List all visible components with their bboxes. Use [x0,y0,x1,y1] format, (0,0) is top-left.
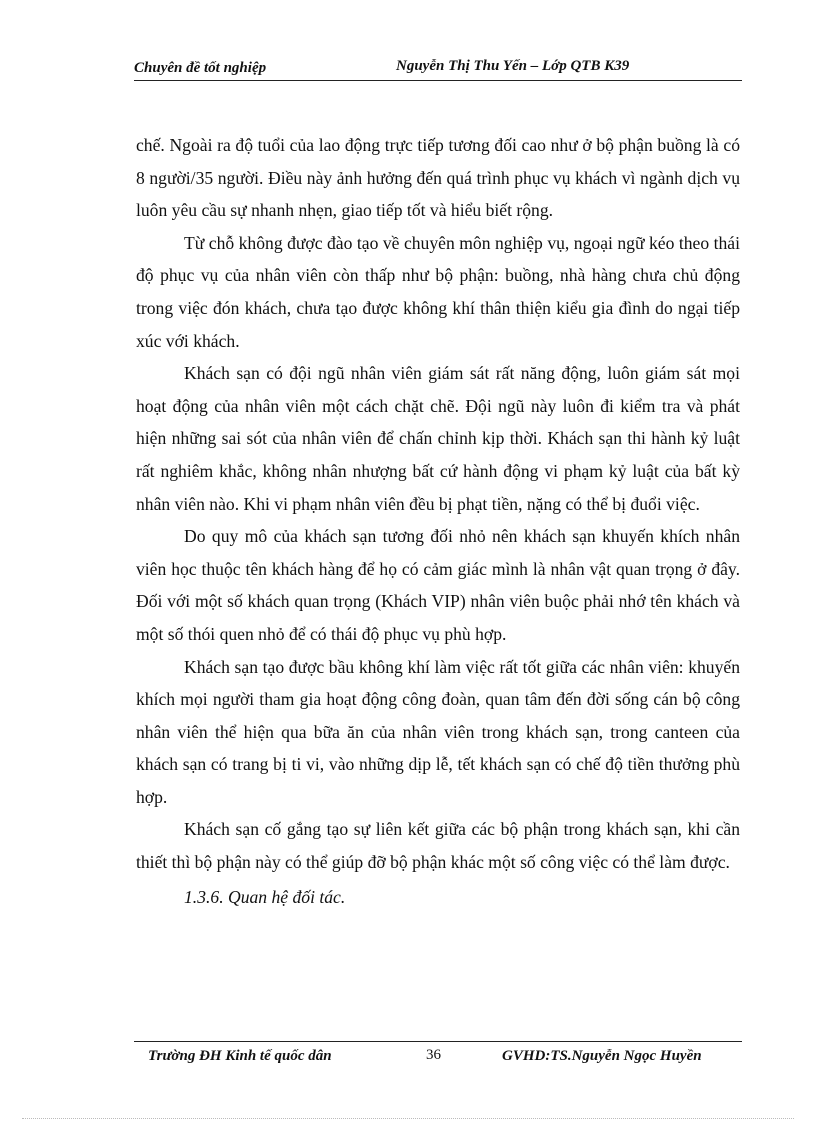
footer-left-text: Trường ĐH Kinh tế quốc dân [148,1048,332,1064]
header-left-text: Chuyên đề tốt nghiệp [134,60,267,76]
header-right-text: Nguyễn Thị Thu Yến – Lớp QTB K39 [396,58,630,74]
paragraph: Do quy mô của khách sạn tương đối nhỏ nên khách sạn khuyến khích nhân viên học thuộc tên khách hàng để họ có cảm giác mình là nhân vật quan trọng ở đây. Đối với một số khách quan trọng (Khách VIP) nhân viên buộc phải nhớ tên khách và một số thói quen nhỏ để có thái độ phục vụ phù hợp. [136,526,740,644]
page-header [134,58,742,81]
paragraph: Từ chỗ không được đào tạo về chuyên môn nghiệp vụ, ngoại ngữ kéo theo thái độ phục vụ của nhân viên còn thấp như bộ phận: buồng, nhà hàng chưa chủ động trong việc đón khách, chưa tạo được không khí thân thiện kiểu gia đình do ngại tiếp xúc với khách. [136,232,740,351]
paragraph: Khách sạn cố gắng tạo sự liên kết giữa các bộ phận trong khách sạn, khi cần thiết thì bộ phận này có thể giúp đỡ bộ phận khác một số công việc có thể làm được. [136,819,740,873]
body-text [136,129,740,913]
page-number: 36 [426,1047,441,1063]
section-heading: 1.3.6. Quan hệ đối tác. [184,886,346,907]
page-footer [134,1041,742,1070]
page-bottom-divider [22,1118,794,1119]
paragraph: Khách sạn tạo được bầu không khí làm việc rất tốt giữa các nhân viên: khuyến khích mọi người tham gia hoạt động công đoàn, quan tâm đến đời sống cán bộ công nhân viên thể hiện qua bữa ăn của nhân viên trong khách sạn, trong canteen của khách sạn có trang bị ti vi, vào những dịp lễ, tết khách sạn có chế độ tiền thưởng phù hợp. [136,656,740,807]
footer-right-text: GVHD:TS.Nguyễn Ngọc Huyền [502,1048,702,1064]
paragraph: Khách sạn có đội ngũ nhân viên giám sát rất năng động, luôn giám sát mọi hoạt động của nhân viên một cách chặt chẽ. Đội ngũ này luôn đi kiểm tra và phát hiện những sai sót của nhân viên để chấn chỉnh kịp thời. Khách sạn thi hành kỷ luật rất nghiêm khắc, không nhân nhượng bất cứ hành động vi phạm kỷ luật của bất kỳ nhân viên nào. Khi vi phạm nhân viên đều bị phạt tiền, nặng có thể bị đuổi việc. [136,363,740,514]
paragraph: chế. Ngoài ra độ tuổi của lao động trực tiếp tương đối cao như ở bộ phận buồng là có 8 người/35 người. Điều này ảnh hưởng đến quá trình phục vụ khách vì ngành dịch vụ luôn yêu cầu sự nhanh nhẹn, giao tiếp tốt và hiểu biết rộng. [136,135,740,221]
